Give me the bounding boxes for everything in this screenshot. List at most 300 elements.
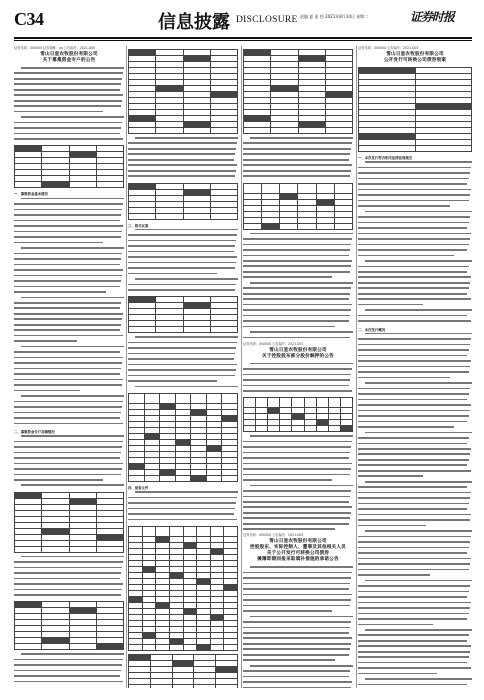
- section-heading: 二、募集资金专户存储情况: [14, 429, 55, 434]
- text-line: [14, 484, 124, 488]
- text-line: [243, 233, 353, 237]
- table-cell: [175, 393, 191, 403]
- text-line: [243, 435, 353, 439]
- table-cell: [210, 128, 237, 134]
- text-line: [358, 415, 472, 419]
- text-line: [128, 508, 238, 512]
- text-line: [358, 255, 472, 259]
- text-line: [358, 388, 472, 392]
- text-line: [243, 506, 353, 510]
- text-line: [14, 653, 124, 657]
- text-line: [128, 502, 238, 506]
- text-line: [14, 659, 124, 663]
- text-line: [243, 496, 353, 500]
- text-line: [358, 678, 472, 682]
- table-cell: [334, 183, 352, 193]
- text-line: [358, 421, 472, 425]
- text-line: [358, 514, 472, 518]
- text-line: [128, 284, 238, 288]
- text-line: [358, 525, 472, 529]
- text-line: [243, 588, 353, 592]
- table-row: [129, 475, 238, 481]
- body-text: [14, 198, 124, 427]
- text-line: [358, 459, 472, 463]
- text-line: [358, 410, 472, 414]
- text-line: [14, 373, 124, 377]
- text-line: [358, 591, 472, 595]
- text-line: [358, 276, 472, 280]
- table-cell: [144, 393, 160, 403]
- table-cell: [183, 327, 210, 333]
- text-line: [243, 572, 353, 576]
- table-cell: [160, 393, 176, 403]
- text-line: [243, 594, 353, 598]
- table-cell: [340, 426, 352, 432]
- text-line: [14, 291, 124, 295]
- text-line: [243, 452, 353, 456]
- text-line: [358, 624, 472, 628]
- text-line: [243, 632, 353, 636]
- column-divider: [241, 46, 242, 688]
- text-line: [358, 448, 472, 452]
- table-cell: [183, 128, 210, 134]
- text-line: [14, 258, 124, 262]
- text-line: [243, 670, 353, 674]
- table-cell: [150, 684, 172, 688]
- text-line: [14, 203, 124, 207]
- text-line: [243, 142, 353, 146]
- text-line: [243, 468, 353, 472]
- text-line: [358, 634, 472, 638]
- text-line: [243, 654, 353, 658]
- text-line: [14, 474, 124, 478]
- text-line: [243, 244, 353, 248]
- text-line: [14, 214, 124, 218]
- table-cell: [292, 426, 304, 432]
- table-cell: [69, 546, 96, 552]
- text-line: [14, 83, 124, 87]
- data-table: [14, 492, 124, 553]
- announcement-meta: 证券代码：000000 公告编号：2021-002: [243, 533, 304, 538]
- text-line: [14, 670, 124, 674]
- table-row: [129, 128, 238, 134]
- table-cell: [42, 182, 69, 188]
- text-line: [358, 360, 472, 364]
- table-cell: [328, 426, 340, 432]
- text-line: [358, 178, 472, 182]
- text-line: [243, 659, 353, 663]
- table-cell: [340, 398, 352, 408]
- announcement-meta: 证券代码：000000 公告编号：2021-003: [358, 46, 419, 50]
- text-line: [14, 479, 124, 483]
- text-line: [243, 238, 353, 242]
- table-row: [244, 426, 353, 432]
- text-line: [243, 621, 353, 625]
- text-line: [358, 481, 472, 485]
- table-row: [244, 128, 353, 134]
- table-cell: [262, 183, 280, 193]
- text-line: [358, 651, 472, 655]
- table-cell: [415, 146, 472, 152]
- table-cell: [15, 644, 42, 650]
- table-cell: [325, 128, 352, 134]
- text-line: [128, 358, 238, 362]
- text-line: [14, 446, 124, 450]
- text-line: [128, 229, 238, 233]
- section-heading: 一、募集资金基本情况: [14, 192, 48, 197]
- text-line: [14, 105, 124, 109]
- text-line: [128, 234, 238, 238]
- table-row: [129, 684, 238, 688]
- text-line: [128, 153, 238, 157]
- text-line: [358, 304, 472, 308]
- text-line: [14, 664, 124, 668]
- body-text: [14, 653, 124, 685]
- text-line: [358, 287, 472, 291]
- table-cell: [156, 526, 170, 536]
- section-title-cn: 信息披露: [158, 12, 230, 33]
- text-line: [243, 137, 353, 141]
- table-cell: [298, 128, 325, 134]
- text-line: [14, 556, 124, 560]
- data-table: [243, 49, 353, 134]
- text-line: [128, 175, 238, 179]
- text-line: [128, 273, 238, 277]
- table-row: [129, 393, 238, 403]
- text-line: [358, 315, 472, 319]
- text-line: [14, 89, 124, 93]
- table-cell: [328, 398, 340, 408]
- data-table: [14, 145, 124, 188]
- table-row: [129, 526, 238, 536]
- text-line: [243, 374, 353, 378]
- text-line: [358, 266, 472, 270]
- text-line: [243, 320, 353, 324]
- data-table: [14, 601, 124, 650]
- text-line: [14, 275, 124, 279]
- text-line: [14, 567, 124, 571]
- text-line: [358, 497, 472, 501]
- table-cell: [210, 327, 237, 333]
- table-cell: [304, 398, 316, 408]
- table-cell: [256, 426, 268, 432]
- table-cell: [129, 128, 156, 134]
- text-line: [14, 384, 124, 388]
- text-line: [14, 417, 124, 421]
- table-cell: [42, 546, 69, 552]
- text-line: [128, 245, 238, 249]
- newspaper-logo: 证券时报: [410, 10, 455, 24]
- text-line: [128, 380, 238, 384]
- text-line: [243, 517, 353, 521]
- text-line: [14, 340, 124, 344]
- section-heading: 二、本次发行概况: [358, 327, 386, 332]
- table-cell: [172, 684, 194, 688]
- table-cell: [316, 426, 328, 432]
- data-table: [128, 526, 238, 651]
- table-cell: [183, 526, 197, 536]
- text-line: [128, 137, 238, 141]
- text-line: [358, 382, 472, 386]
- text-line: [14, 681, 124, 685]
- text-line: [243, 255, 353, 259]
- text-line: [358, 580, 472, 584]
- table-cell: [96, 182, 123, 188]
- text-line: [128, 491, 238, 495]
- text-line: [358, 426, 472, 430]
- table-cell: [129, 393, 145, 403]
- text-line: [358, 399, 472, 403]
- text-line: [14, 401, 124, 405]
- body-text: [14, 556, 124, 599]
- table-cell: [156, 213, 183, 219]
- text-line: [243, 390, 353, 394]
- table-cell: [129, 684, 151, 688]
- table-cell: [96, 546, 123, 552]
- text-line: [14, 452, 124, 456]
- text-line: [243, 148, 353, 152]
- text-line: [14, 594, 124, 598]
- data-table: [128, 393, 238, 482]
- text-line: [243, 681, 353, 685]
- text-line: [243, 665, 353, 669]
- article-title: 雪山日星农牧股份有限公司 公开发行可转换公司债券预案: [383, 52, 447, 63]
- text-line: [243, 605, 353, 609]
- text-line: [243, 368, 353, 372]
- text-line: [358, 684, 472, 688]
- text-line: [358, 282, 472, 286]
- text-line: [243, 599, 353, 603]
- text-line: [243, 474, 353, 478]
- table-cell: [280, 183, 298, 193]
- text-line: [14, 122, 124, 126]
- table-cell: [15, 546, 42, 552]
- table-cell: [280, 398, 292, 408]
- announcement-meta: 证券代码：000000 公告编号：2021-001: [243, 341, 304, 346]
- table-cell: [129, 213, 156, 219]
- text-line: [358, 349, 472, 353]
- table-cell: [222, 393, 238, 403]
- text-line: [358, 205, 472, 209]
- text-line: [243, 153, 353, 157]
- text-line: [243, 687, 353, 688]
- text-line: [358, 233, 472, 237]
- text-line: [128, 267, 238, 271]
- text-line: [358, 172, 472, 176]
- text-line: [358, 629, 472, 633]
- text-line: [14, 351, 124, 355]
- article-title: 雪山日星农牧股份有限公司 关于募集资金专户的公告: [40, 52, 98, 63]
- column-divider: [356, 46, 357, 688]
- text-line: [358, 558, 472, 562]
- text-line: [358, 508, 472, 512]
- text-line: [243, 379, 353, 383]
- text-line: [128, 262, 238, 266]
- body-text: [243, 435, 353, 532]
- text-line: [358, 244, 472, 248]
- text-line: [128, 336, 238, 340]
- body-text: [14, 435, 124, 489]
- text-line: [358, 486, 472, 490]
- text-line: [243, 260, 353, 264]
- table-cell: [129, 644, 143, 650]
- text-line: [14, 561, 124, 565]
- table-cell: [224, 526, 238, 536]
- text-line: [128, 170, 238, 174]
- table-cell: [359, 146, 416, 152]
- text-line: [14, 225, 124, 229]
- text-line: [358, 238, 472, 242]
- table-cell: [210, 644, 224, 650]
- body-text: [14, 67, 124, 142]
- text-line: [14, 242, 124, 246]
- body-text: [358, 161, 472, 324]
- table-cell: [156, 644, 170, 650]
- text-line: [243, 331, 353, 335]
- table-row: [244, 398, 353, 408]
- text-line: [243, 583, 353, 587]
- data-table: [128, 654, 238, 688]
- table-cell: [69, 182, 96, 188]
- text-line: [358, 464, 472, 468]
- table-cell: [129, 327, 156, 333]
- header-rule: [14, 37, 472, 39]
- table-cell: [129, 526, 143, 536]
- text-line: [243, 512, 353, 516]
- text-line: [128, 342, 238, 346]
- table-cell: [206, 393, 222, 403]
- text-line: [128, 386, 238, 390]
- table-cell: [298, 223, 316, 229]
- text-line: [243, 298, 353, 302]
- text-line: [358, 194, 472, 198]
- text-line: [14, 406, 124, 410]
- table-cell: [69, 644, 96, 650]
- table-cell: [316, 183, 334, 193]
- text-line: [128, 519, 238, 523]
- table-row: [129, 644, 238, 650]
- table-cell: [15, 182, 42, 188]
- text-line: [128, 347, 238, 351]
- text-line: [243, 485, 353, 489]
- table-cell: [183, 213, 210, 219]
- text-line: [358, 371, 472, 375]
- text-line: [243, 309, 353, 313]
- text-line: [14, 220, 124, 224]
- text-line: [358, 227, 472, 231]
- text-line: [358, 183, 472, 187]
- text-line: [358, 320, 472, 324]
- text-line: [243, 643, 353, 647]
- text-line: [358, 161, 472, 165]
- text-line: [243, 616, 353, 620]
- table-cell: [244, 398, 256, 408]
- table-cell: [42, 644, 69, 650]
- text-line: [243, 282, 353, 286]
- text-line: [358, 607, 472, 611]
- text-line: [243, 271, 353, 275]
- column-2: [128, 46, 238, 688]
- body-text: [243, 233, 353, 341]
- text-line: [243, 363, 353, 367]
- text-line: [243, 446, 353, 450]
- table-cell: [280, 223, 298, 229]
- text-line: [14, 463, 124, 467]
- table-row: [15, 644, 124, 650]
- table-cell: [210, 213, 237, 219]
- masthead: [0, 0, 484, 44]
- body-text: [243, 363, 353, 395]
- text-line: [128, 513, 238, 517]
- text-line: [243, 170, 353, 174]
- text-line: [128, 278, 238, 282]
- table-cell: [256, 398, 268, 408]
- text-line: [358, 355, 472, 359]
- data-table: [128, 296, 238, 333]
- text-line: [243, 528, 353, 532]
- text-line: [358, 503, 472, 507]
- text-line: [358, 309, 472, 313]
- table-cell: [244, 128, 271, 134]
- text-line: [14, 133, 124, 137]
- text-line: [14, 94, 124, 98]
- text-line: [358, 470, 472, 474]
- text-line: [128, 251, 238, 255]
- table-cell: [334, 223, 352, 229]
- table-cell: [224, 644, 238, 650]
- text-line: [243, 276, 353, 280]
- text-line: [243, 287, 353, 291]
- text-line: [243, 385, 353, 389]
- text-line: [358, 530, 472, 534]
- data-table: [243, 183, 353, 230]
- page-number: C34: [14, 9, 44, 29]
- text-line: [14, 583, 124, 587]
- text-line: [358, 519, 472, 523]
- text-line: [358, 656, 472, 660]
- issue-info: 责编 夏 嘉 怡 2021年8月10日 星期二: [300, 14, 369, 19]
- table-row: [359, 146, 472, 152]
- text-line: [358, 167, 472, 171]
- table-cell: [268, 398, 280, 408]
- text-line: [14, 675, 124, 679]
- text-line: [243, 610, 353, 614]
- text-line: [243, 463, 353, 467]
- body-text: [243, 137, 353, 180]
- table-cell: [96, 644, 123, 650]
- text-line: [358, 216, 472, 220]
- text-line: [243, 577, 353, 581]
- text-line: [128, 142, 238, 146]
- text-line: [358, 618, 472, 622]
- text-line: [14, 307, 124, 311]
- text-line: [358, 211, 472, 215]
- text-line: [358, 443, 472, 447]
- text-line: [243, 479, 353, 483]
- text-line: [243, 648, 353, 652]
- text-line: [243, 164, 353, 168]
- text-line: [243, 637, 353, 641]
- text-line: [358, 293, 472, 297]
- text-line: [358, 189, 472, 193]
- text-line: [128, 159, 238, 163]
- text-line: [14, 231, 124, 235]
- table-cell: [304, 426, 316, 432]
- text-line: [243, 337, 353, 341]
- text-line: [14, 313, 124, 317]
- text-line: [14, 111, 124, 115]
- text-line: [128, 497, 238, 501]
